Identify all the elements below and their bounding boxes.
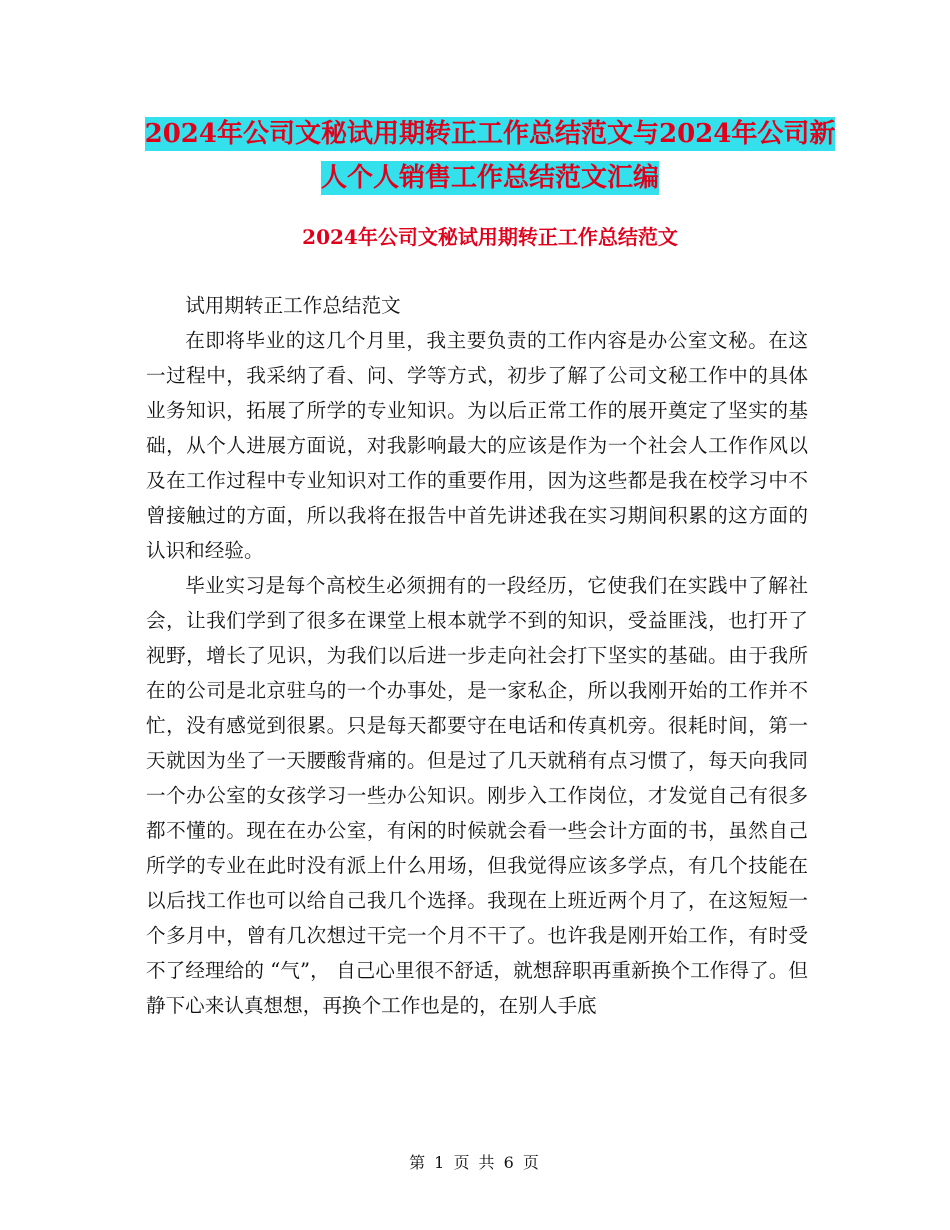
document-body (146, 288, 808, 1023)
document-title (140, 112, 840, 200)
paragraph: 在即将毕业的这几个月里，我主要负责的工作内容是办公室文秘。在这一过程中，我采纳了看、问、学等方式，初步了解了公司文秘工作中的具体业务知识，拓展了所学的专业知识。为以后正常工作的展开奠定了坚实的基础，从个人进展方面说，对我影响最大的应该是作为一个社会人工作作风以及在工作过程中专业知识对工作的重要作用，因为这些都是我在校学习中不曾接触过的方面，所以我将在报告中首先讲述我在实习期间积累的这方面的认识和经验。 (146, 329, 808, 562)
page-number-footer: 第 1 页 共 6 页 (409, 1153, 541, 1172)
paragraph-heading: 试用期转正工作总结范文 (185, 294, 401, 317)
title-highlight: 2024年公司文秘试用期转正工作总结范文与2024年公司新人个人销售工作总结范文汇编 (144, 119, 836, 193)
section-title: 2024年公司文秘试用期转正工作总结范文 (302, 225, 678, 249)
paragraph: 毕业实习是每个高校生必须拥有的一段经历，它使我们在实践中了解社会，让我们学到了很多在课堂上根本就学不到的知识，受益匪浅，也打开了视野，增长了见识，为我们以后进一步走向社会打下坚实的基础。由于我所在的公司是北京驻乌的一个办事处，是一家私企，所以我刚开始的工作并不忙，没有感觉到很累。只是每天都要守在电话和传真机旁。很耗时间，第一天就因为坐了一天腰酸背痛的。但是过了几天就稍有点习惯了，每天向我同一个办公室的女孩学习一些办公知识。刚步入工作岗位，才发觉自己有很多都不懂的。现在在办公室，有闲的时候就会看一些会计方面的书，虽然自己所学的专业在此时没有派上什么用场，但我觉得应该多学点，有几个技能在以后找工作也可以给自己我几个选择。我现在上班近两个月了，在这短短一个多月中，曾有几次想过干完一个月不干了。也许我是刚开始工作，有时受不了经理给的 “气”， 自己心里很不舒适，就想辞职再重新换个工作得了。但静下心来认真想想，再换个工作也是的，在别人手底 (146, 574, 808, 1017)
